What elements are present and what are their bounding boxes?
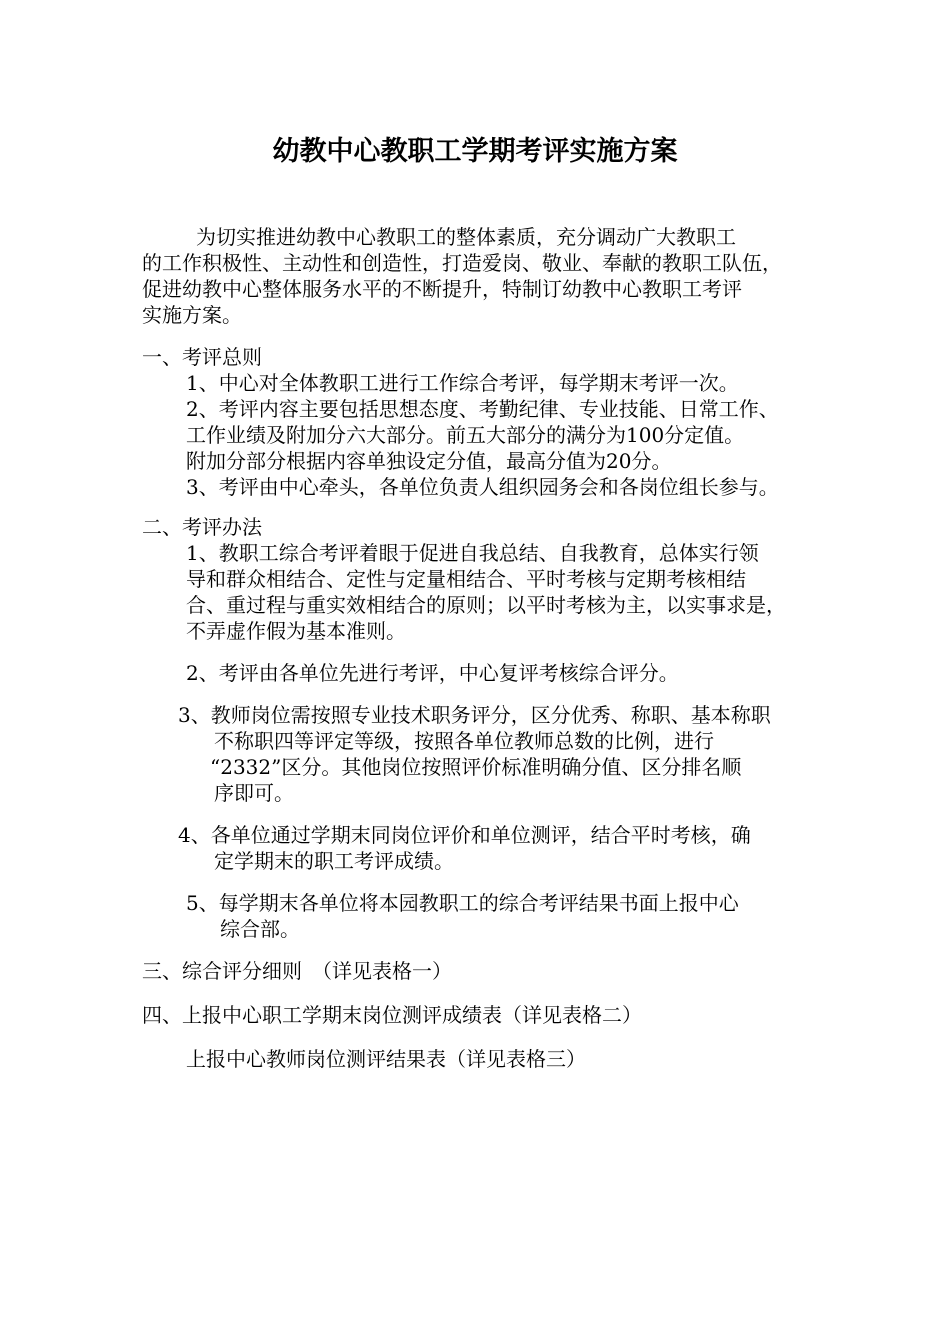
section2-item4-line-2: 定学期末的职工考评成绩。	[214, 849, 454, 873]
section2-item3-line-1: 3、教师岗位需按照专业技术职务评分，区分优秀、称职、基本称职	[178, 703, 771, 727]
section2-item1-line-4: 不弄虚作假为基本准则。	[186, 619, 406, 643]
section2-item5-line-2: 综合部。	[220, 917, 300, 941]
section1-line-2: 2、考评内容主要包括思想态度、考勤纪律、专业技能、日常工作、	[186, 397, 779, 421]
section2-item1-line-3: 合、重过程与重实效相结合的原则；以平时考核为主，以实事求是，	[186, 593, 786, 617]
section4-sub: 上报中心教师岗位测评结果表（详见表格三）	[186, 1047, 586, 1071]
section2-item4-line-1: 4、各单位通过学期末同岗位评价和单位测评，结合平时考核，确	[178, 823, 751, 847]
section4-heading: 四、上报中心职工学期末岗位测评成绩表（详见表格二）	[142, 1003, 642, 1027]
section1-line-1: 1、中心对全体教职工进行工作综合考评，每学期末考评一次。	[186, 371, 739, 395]
section2-item3-line-3: “2332”区分。其他岗位按照评价标准明确分值、区分排名顺	[210, 755, 742, 779]
section2-item2-line-1: 2、考评由各单位先进行考评，中心复评考核综合评分。	[186, 661, 679, 685]
section2-item1-line-2: 导和群众相结合、定性与定量相结合、平时考核与定期考核相结	[186, 567, 746, 591]
section1-line-4: 附加分部分根据内容单独设定分值，最高分值为20分。	[186, 449, 672, 473]
intro-line-4: 实施方案。	[142, 303, 242, 327]
intro-line-3: 促进幼教中心整体服务水平的不断提升，特制订幼教中心教职工考评	[142, 277, 742, 301]
section3-heading: 三、综合评分细则 （详见表格一）	[142, 959, 452, 983]
intro-line-2: 的工作积极性、主动性和创造性，打造爱岗、敬业、奉献的教职工队伍，	[142, 251, 782, 275]
section1-line-5: 3、考评由中心牵头，各单位负责人组织园务会和各岗位组长参与。	[186, 475, 779, 499]
intro-line-1: 为切实推进幼教中心教职工的整体素质，充分调动广大教职工	[196, 225, 736, 249]
section2-heading: 二、考评办法	[142, 515, 262, 539]
document-title: 幼教中心教职工学期考评实施方案	[272, 136, 678, 167]
section2-item3-line-4: 序即可。	[214, 781, 294, 805]
section1-heading: 一、考评总则	[142, 345, 262, 369]
section2-item5-line-1: 5、每学期末各单位将本园教职工的综合考评结果书面上报中心	[186, 891, 739, 915]
section2-item1-line-1: 1、教职工综合考评着眼于促进自我总结、自我教育，总体实行领	[186, 541, 759, 565]
section1-line-3: 工作业绩及附加分六大部分。前五大部分的满分为100分定值。	[186, 423, 745, 447]
section2-item3-line-2: 不称职四等评定等级，按照各单位教师总数的比例，进行	[214, 729, 714, 753]
